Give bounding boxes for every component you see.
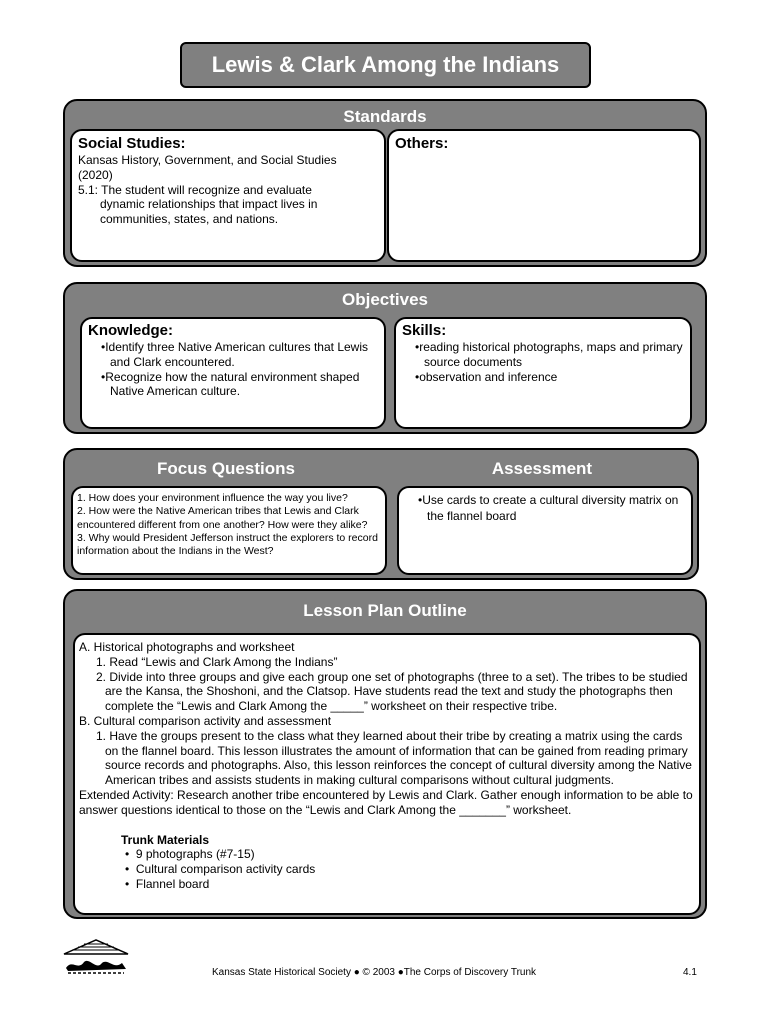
- page-title-text: Lewis & Clark Among the Indians: [211, 52, 560, 77]
- standards-heading: Standards: [343, 107, 427, 126]
- lesson-content-box: [73, 633, 701, 915]
- page-title: [180, 42, 591, 88]
- trunk-materials: [79, 833, 695, 892]
- standards-item-cont-2: communities, states, and nations.: [100, 212, 279, 227]
- trunk-item: • 9 photographs (#7-15): [125, 847, 255, 862]
- focus-heading: Focus Questions: [157, 459, 295, 478]
- others-box: [387, 129, 701, 262]
- focus-questions-box: [71, 486, 387, 575]
- others-label: Others:: [395, 135, 449, 152]
- standards-item-lead: 5.1: The student will recognize and evaluate: [78, 182, 312, 197]
- trunk-item-text: 9 photographs (#7-15): [135, 847, 255, 862]
- section-a-step: 1. Read “Lewis and Clark Among the Indians”: [96, 654, 338, 669]
- knowledge-box: [80, 317, 386, 429]
- assessment-heading: Assessment: [491, 459, 593, 478]
- section-a-step: 2. Divide into three groups and give each group one set of photographs (three to a set). The tribes to be studied are the Kansa, the Shoshoni, and the Clatsop. Have students read the text and study the photographs then complete the “Lewis and Clark Among the _____” worksheet on their respective tribe.: [96, 669, 688, 714]
- focus-question: 3. Why would President Jefferson instruct the explorers to record information about the Indians in the West?: [77, 531, 378, 558]
- trunk-item-text: Cultural comparison activity cards: [135, 862, 316, 877]
- assessment-item-text: Use cards to create a cultural diversity matrix on the flannel board: [422, 493, 679, 523]
- knowledge-item-text: Identify three Native American cultures that Lewis and Clark encountered.: [105, 340, 368, 369]
- footer-credit: Kansas State Historical Society ● © 2003 ●The Corps of Discovery Trunk: [212, 967, 537, 978]
- section-b-step: 1. Have the groups present to the class what they learned about their tribe by creating a matrix using the cards on the flannel board. This lesson illustrates the amount of information that can be gained from reading primary source records and photographs. Also, this lesson reinforces the concept of cultural diversity among the Native American tribes and assists students in making cultural comparisons without cultural judgments.: [96, 728, 692, 788]
- skills-label: Skills:: [402, 322, 447, 339]
- skills-item: •observation and inference: [415, 369, 558, 384]
- objectives-panel: [63, 282, 707, 434]
- standards-panel: [63, 99, 707, 267]
- trunk-item: • Flannel board: [125, 876, 210, 891]
- skills-item-text: reading historical photographs, maps and primary source documents: [419, 340, 683, 369]
- skills-box: [394, 317, 692, 429]
- focus-assessment-panel: [63, 448, 699, 580]
- skills-item-text: observation and inference: [419, 369, 558, 384]
- assessment-item: •Use cards to create a cultural diversity matrix on the flannel board: [418, 493, 679, 523]
- skills-item: •reading historical photographs, maps and primary source documents: [415, 340, 683, 369]
- trunk-item-text: Flannel board: [135, 876, 210, 891]
- lesson-panel: [63, 589, 707, 919]
- focus-question: 2. How were the Native American tribes that Lewis and Clark encountered different from one another? How were they alike?: [77, 505, 368, 531]
- page-number: 4.1: [683, 967, 697, 978]
- section-b: B. Cultural comparison activity and assessment: [79, 713, 332, 728]
- standards-item-cont-1: dynamic relationships that impact lives in: [100, 197, 318, 212]
- focus-question: 1. How does your environment influence the way you live?: [77, 492, 348, 504]
- trunk-heading: Trunk Materials: [121, 832, 210, 847]
- social-studies-box: [70, 129, 386, 262]
- knowledge-item: •Recognize how the natural environment shaped Native American culture.: [101, 369, 360, 399]
- ksh-logo-icon: [62, 935, 130, 977]
- lesson-heading: Lesson Plan Outline: [303, 601, 467, 620]
- social-studies-label: Social Studies:: [78, 135, 186, 152]
- knowledge-label: Knowledge:: [88, 322, 173, 339]
- standards-line-1: Kansas History, Government, and Social Studies: [78, 153, 337, 167]
- trunk-item: • Cultural comparison activity cards: [125, 862, 316, 877]
- assessment-box: [397, 486, 693, 575]
- section-a: A. Historical photographs and worksheet: [79, 640, 295, 654]
- knowledge-item-text: Recognize how the natural environment shaped Native American culture.: [105, 369, 360, 399]
- objectives-heading: Objectives: [342, 290, 428, 309]
- extended-activity: Extended Activity: Research another tribe encountered by Lewis and Clark. Gather enough information to be able to answer questions identical to those on the “Lewis and Clark Among the _______” worksheet.: [79, 787, 693, 817]
- standards-line-2: (2020): [78, 167, 113, 182]
- knowledge-item: •Identify three Native American cultures that Lewis and Clark encountered.: [101, 340, 368, 369]
